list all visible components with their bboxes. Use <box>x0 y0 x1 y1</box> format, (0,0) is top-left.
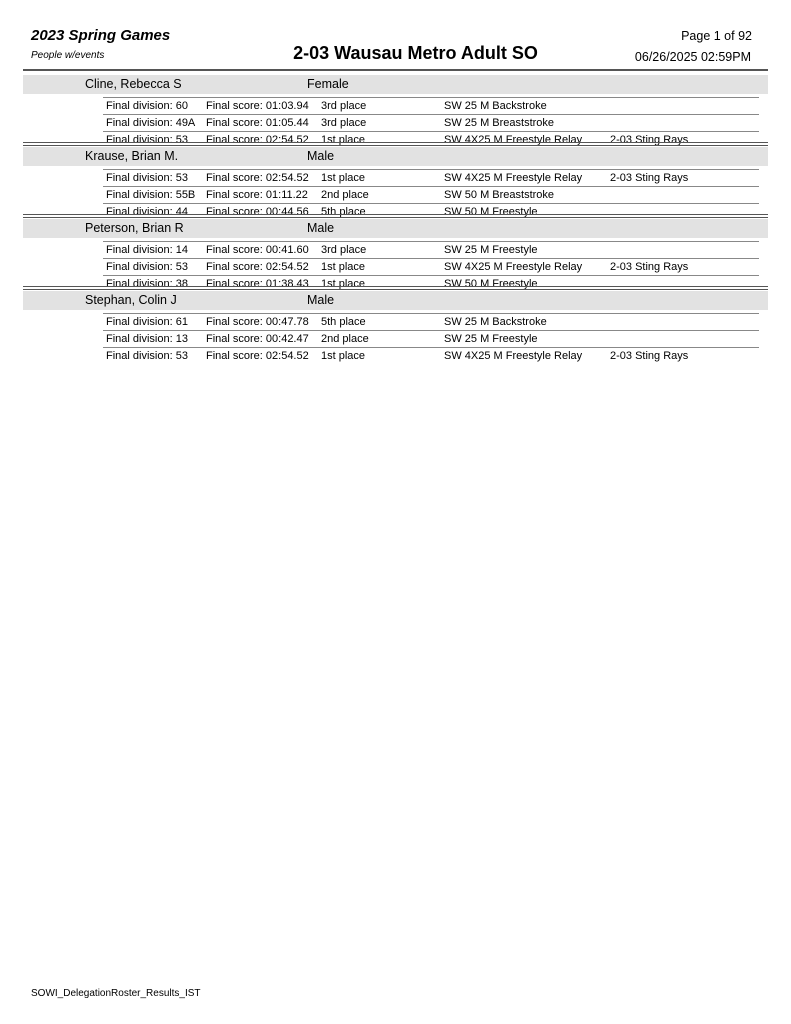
event-score: Final score: 01:03.94 <box>206 100 309 112</box>
event-division: Final division: 38 <box>106 278 188 290</box>
event-score: Final score: 00:41.60 <box>206 244 309 256</box>
person-name: Peterson, Brian R <box>85 221 184 235</box>
event-row <box>103 186 759 203</box>
event-name: SW 50 M Freestyle <box>444 206 538 218</box>
person-gender: Male <box>307 149 335 163</box>
event-name: SW 25 M Breaststroke <box>444 117 555 129</box>
event-division: Final division: 60 <box>106 100 188 112</box>
person-block <box>23 291 768 364</box>
event-name: SW 50 M Freestyle <box>444 278 538 290</box>
event-division: Final division: 53 <box>106 134 188 146</box>
header-divider <box>23 69 768 71</box>
event-list <box>23 169 768 220</box>
person-name: Cline, Rebecca S <box>85 77 182 91</box>
event-score: Final score: 02:54.52 <box>206 172 309 184</box>
event-place: 3rd place <box>321 244 367 256</box>
event-row <box>103 347 759 364</box>
event-row <box>103 114 759 131</box>
event-place: 3rd place <box>321 100 367 112</box>
person-name: Stephan, Colin J <box>85 293 177 307</box>
person-header <box>23 219 768 238</box>
event-division: Final division: 61 <box>106 316 188 328</box>
event-score: Final score: 00:42.47 <box>206 333 309 345</box>
event-place: 1st place <box>321 172 366 184</box>
person-gender: Male <box>307 221 335 235</box>
event-name: SW 50 M Breaststroke <box>444 189 555 201</box>
person-header <box>23 291 768 310</box>
event-team: 2-03 Sting Rays <box>610 134 689 146</box>
event-list <box>23 241 768 292</box>
event-row <box>103 330 759 347</box>
event-row <box>103 97 759 114</box>
event-division: Final division: 55B <box>106 189 196 201</box>
person-header <box>23 75 768 94</box>
person-gender: Male <box>307 293 335 307</box>
event-score: Final score: 01:05.44 <box>206 117 309 129</box>
person-header <box>23 147 768 166</box>
event-score: Final score: 02:54.52 <box>206 134 309 146</box>
report-datetime: 06/26/2025 02:59PM <box>634 50 751 64</box>
person-block <box>23 219 768 292</box>
event-place: 1st place <box>321 261 366 273</box>
event-list <box>23 97 768 148</box>
event-place: 1st place <box>321 350 366 362</box>
event-name: SW 4X25 M Freestyle Relay <box>444 350 583 362</box>
event-division: Final division: 13 <box>106 333 188 345</box>
event-division: Final division: 49A <box>106 117 196 129</box>
person-divider <box>23 214 768 218</box>
event-division: Final division: 53 <box>106 350 188 362</box>
event-place: 5th place <box>321 206 366 218</box>
person-divider <box>23 286 768 290</box>
event-place: 2nd place <box>321 333 369 345</box>
event-name: SW 25 M Backstroke <box>444 316 547 328</box>
person-gender: Female <box>307 77 349 91</box>
event-division: Final division: 53 <box>106 261 188 273</box>
delegation-title: 2-03 Wausau Metro Adult SO <box>293 43 538 63</box>
event-place: 1st place <box>321 278 366 290</box>
event-score: Final score: 01:38.43 <box>206 278 309 290</box>
event-name: SW 25 M Backstroke <box>444 100 547 112</box>
event-row <box>103 169 759 186</box>
event-team: 2-03 Sting Rays <box>610 350 689 362</box>
event-place: 5th place <box>321 316 366 328</box>
event-name: SW 4X25 M Freestyle Relay <box>444 134 583 146</box>
report-subtitle: People w/events <box>31 50 105 61</box>
report-event-title: 2023 Spring Games <box>31 27 171 44</box>
event-place: 3rd place <box>321 117 367 129</box>
event-name: SW 25 M Freestyle <box>444 244 538 256</box>
event-row <box>103 241 759 258</box>
report-id: SOWI_DelegationRoster_Results_IST <box>31 988 201 999</box>
person-block <box>23 147 768 220</box>
event-team: 2-03 Sting Rays <box>610 261 689 273</box>
event-place: 1st place <box>321 134 366 146</box>
event-division: Final division: 53 <box>106 172 188 184</box>
page-number: Page 1 of 92 <box>681 29 752 43</box>
event-row <box>103 313 759 330</box>
event-list <box>23 313 768 364</box>
event-division: Final division: 44 <box>106 206 188 218</box>
event-name: SW 4X25 M Freestyle Relay <box>444 261 583 273</box>
event-row <box>103 258 759 275</box>
person-block <box>23 75 768 148</box>
person-name: Krause, Brian M. <box>85 149 179 163</box>
event-name: SW 4X25 M Freestyle Relay <box>444 172 583 184</box>
person-divider <box>23 142 768 146</box>
event-team: 2-03 Sting Rays <box>610 172 689 184</box>
event-division: Final division: 14 <box>106 244 188 256</box>
event-place: 2nd place <box>321 189 369 201</box>
event-score: Final score: 00:44.56 <box>206 206 309 218</box>
event-score: Final score: 02:54.52 <box>206 350 309 362</box>
event-score: Final score: 02:54.52 <box>206 261 309 273</box>
event-score: Final score: 01:11.22 <box>206 189 308 201</box>
event-name: SW 25 M Freestyle <box>444 333 538 345</box>
event-score: Final score: 00:47.78 <box>206 316 309 328</box>
